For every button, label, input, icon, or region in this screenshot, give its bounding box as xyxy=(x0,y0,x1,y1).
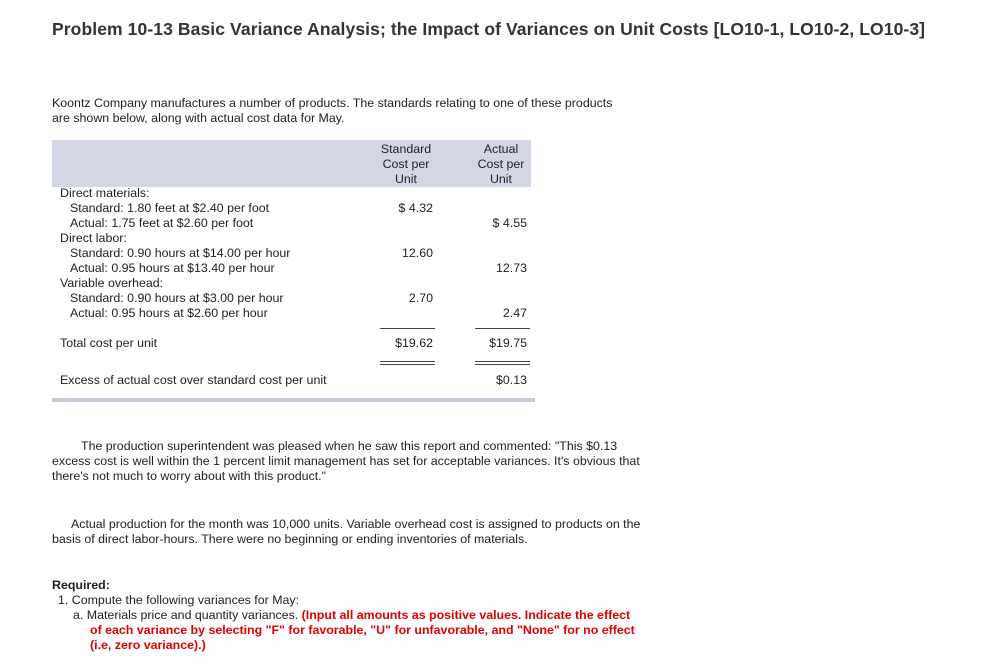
table-row xyxy=(52,261,535,276)
para-line: excess cost is well within the 1 percent limit management has set for acceptable variances. It's obvious that xyxy=(52,454,640,468)
table-row xyxy=(52,306,535,321)
cost-table xyxy=(52,140,535,402)
table-row xyxy=(52,201,535,216)
table-row xyxy=(52,186,535,201)
intro-line-1: Koontz Company manufactures a number of products. The standards relating to one of these products xyxy=(52,96,613,110)
table-row xyxy=(52,216,535,231)
intro-text xyxy=(52,96,652,126)
table-row xyxy=(52,291,535,306)
double-rule xyxy=(475,361,530,362)
row-label: Variable overhead: xyxy=(60,276,164,290)
actual-value: 2.47 xyxy=(502,306,527,320)
total-row xyxy=(52,336,535,351)
total-standard: $19.62 xyxy=(395,336,433,350)
standard-value: $ 4.32 xyxy=(398,201,433,215)
para-line: Actual production for the month was 10,000 units. Variable overhead cost is assigned to products on the xyxy=(71,517,641,531)
standard-value: 2.70 xyxy=(408,291,433,305)
superintendent-paragraph xyxy=(52,439,674,484)
row-label: Actual: 0.95 hours at $2.60 per hour xyxy=(70,306,268,320)
total-label: Total cost per unit xyxy=(60,336,158,350)
row-label: Direct materials: xyxy=(60,186,150,200)
para-line: The production superintendent was pleased when he saw this report and commented: "This $0.13 xyxy=(81,439,618,453)
row-label: Actual: 1.75 feet at $2.60 per foot xyxy=(70,216,254,230)
header-text: Unit xyxy=(394,172,418,186)
standard-value: 12.60 xyxy=(401,246,433,260)
header-text: Unit xyxy=(489,172,513,186)
table-header-band xyxy=(52,140,531,187)
standard-cost-header xyxy=(371,142,441,187)
production-paragraph xyxy=(52,517,674,547)
intro-line-2: are shown below, along with actual cost data for May. xyxy=(52,111,345,125)
row-label: Direct labor: xyxy=(60,231,127,245)
required-item-1: 1. Compute the following variances for May: xyxy=(58,593,300,607)
subtotal-rule xyxy=(380,328,435,329)
excess-row xyxy=(52,373,535,388)
double-rule xyxy=(380,364,435,365)
item-a-instruction-2: of each variance by selecting "F" for favorable, "U" for unfavorable, and "None" for no effect xyxy=(90,623,635,637)
row-label: Standard: 0.90 hours at $3.00 per hour xyxy=(70,291,284,305)
header-text: Standard xyxy=(380,142,432,156)
excess-actual: $0.13 xyxy=(495,373,527,387)
subtotal-rule xyxy=(475,328,530,329)
para-line: basis of direct labor-hours. There were no beginning or ending inventories of materials. xyxy=(52,532,528,546)
header-text: Cost per xyxy=(382,157,430,171)
row-label: Standard: 1.80 feet at $2.40 per foot xyxy=(70,201,270,215)
header-text: Actual xyxy=(483,142,519,156)
excess-label: Excess of actual cost over standard cost per unit xyxy=(60,373,327,387)
row-label: Actual: 0.95 hours at $13.40 per hour xyxy=(70,261,275,275)
actual-cost-header xyxy=(466,142,536,187)
required-heading: Required: xyxy=(52,578,110,592)
double-rule xyxy=(475,364,530,365)
header-text: Cost per xyxy=(477,157,525,171)
row-label: Standard: 0.90 hours at $14.00 per hour xyxy=(70,246,291,260)
required-item-a xyxy=(73,608,683,653)
actual-value: $ 4.55 xyxy=(492,216,527,230)
table-bottom-band xyxy=(52,398,535,402)
item-a-prefix: a. Materials price and quantity variances. xyxy=(73,608,299,622)
table-row xyxy=(52,246,535,261)
item-a-instruction-3: (i.e, zero variance).) xyxy=(90,638,206,652)
total-actual: $19.75 xyxy=(489,336,527,350)
problem-title: Problem 10-13 Basic Variance Analysis; the Impact of Variances on Unit Costs [LO10-1, LO10-2, LO10-3] xyxy=(52,19,926,39)
double-rule xyxy=(380,361,435,362)
table-row xyxy=(52,231,535,246)
item-a-instruction-1: (Input all amounts as positive values. Indicate the effect xyxy=(301,608,631,622)
para-line: there's not much to worry about with this product." xyxy=(52,469,326,483)
actual-value: 12.73 xyxy=(495,261,527,275)
table-row xyxy=(52,276,535,291)
